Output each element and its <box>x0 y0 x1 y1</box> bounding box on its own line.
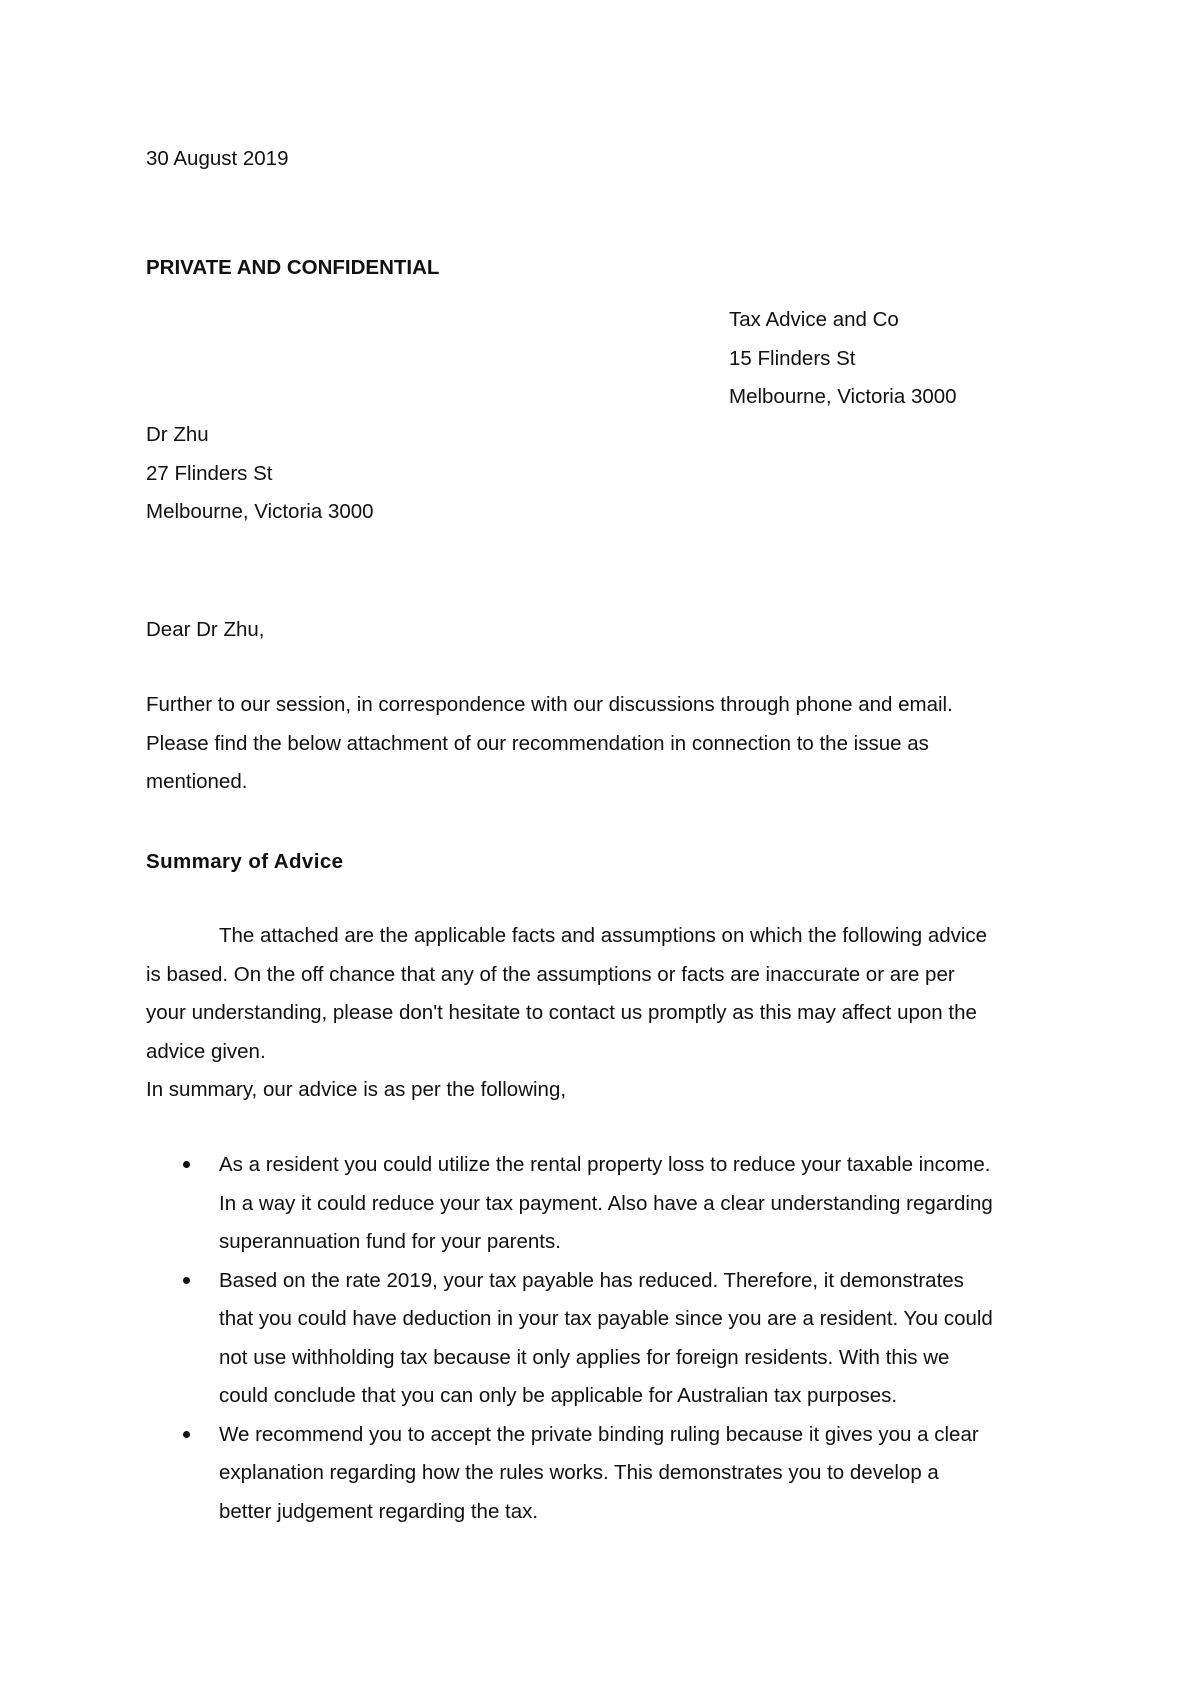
advice-line: better judgement regarding the tax. <box>219 1499 539 1523</box>
summary-line: advice given. <box>146 1039 266 1063</box>
summary-heading <box>146 843 1076 882</box>
confidentiality-text: PRIVATE AND CONFIDENTIAL <box>146 256 440 279</box>
summary-line: The attached are the applicable facts and assumptions on which the following advice <box>219 924 988 947</box>
summary-paragraph <box>146 917 1076 1110</box>
sender-city: Melbourne, Victoria 3000 <box>729 385 957 408</box>
recipient-street: 27 Flinders St <box>146 461 273 485</box>
intro-line: Please find the below attachment of our recommendation in connection to the issue as <box>146 731 929 755</box>
bullet-icon <box>183 1431 190 1438</box>
summary-line: is based. On the off chance that any of the assumptions or facts are inaccurate or are per <box>146 962 955 986</box>
sender-address <box>729 301 1079 417</box>
recipient-address <box>146 416 1076 532</box>
letter-date <box>146 140 1076 179</box>
bullet-icon <box>183 1161 190 1168</box>
advice-line: Based on the rate 2019, your tax payable has reduced. Therefore, it demonstrates <box>219 1268 964 1292</box>
advice-item <box>146 1262 1076 1416</box>
advice-line: that you could have deduction in your tax payable since you are a resident. You could <box>219 1307 993 1330</box>
summary-line: your understanding, please don't hesitate to contact us promptly as this may affect upon the <box>146 1001 977 1024</box>
advice-line: superannuation fund for your parents. <box>219 1230 561 1253</box>
advice-line: As a resident you could utilize the rental property loss to reduce your taxable income. <box>219 1153 991 1176</box>
advice-item <box>146 1416 1076 1532</box>
advice-item <box>146 1146 1076 1262</box>
sender-name: Tax Advice and Co <box>729 308 899 331</box>
advice-list <box>146 1146 1076 1531</box>
advice-line: In a way it could reduce your tax payment. Also have a clear understanding regarding <box>219 1191 993 1215</box>
intro-line: Further to our session, in correspondence with our discussions through phone and email. <box>146 693 953 716</box>
advice-line: We recommend you to accept the private binding ruling because it gives you a clear <box>219 1422 979 1446</box>
summary-heading-text: Summary of Advice <box>146 850 344 873</box>
bullet-icon <box>183 1277 190 1284</box>
recipient-name: Dr Zhu <box>146 423 209 446</box>
salutation <box>146 611 1076 650</box>
advice-line: could conclude that you can only be applicable for Australian tax purposes. <box>219 1384 898 1407</box>
intro-line: mentioned. <box>146 770 248 793</box>
recipient-city: Melbourne, Victoria 3000 <box>146 500 374 523</box>
intro-paragraph <box>146 686 1076 802</box>
summary-line: In summary, our advice is as per the following, <box>146 1078 567 1101</box>
sender-street: 15 Flinders St <box>729 346 856 370</box>
salutation-text: Dear Dr Zhu, <box>146 618 265 641</box>
letter-date-text: 30 August 2019 <box>146 147 289 170</box>
advice-line: explanation regarding how the rules works. This demonstrates you to develop a <box>219 1461 939 1484</box>
advice-line: not use withholding tax because it only applies for foreign residents. With this we <box>219 1345 950 1369</box>
confidentiality-notice <box>146 249 1076 287</box>
